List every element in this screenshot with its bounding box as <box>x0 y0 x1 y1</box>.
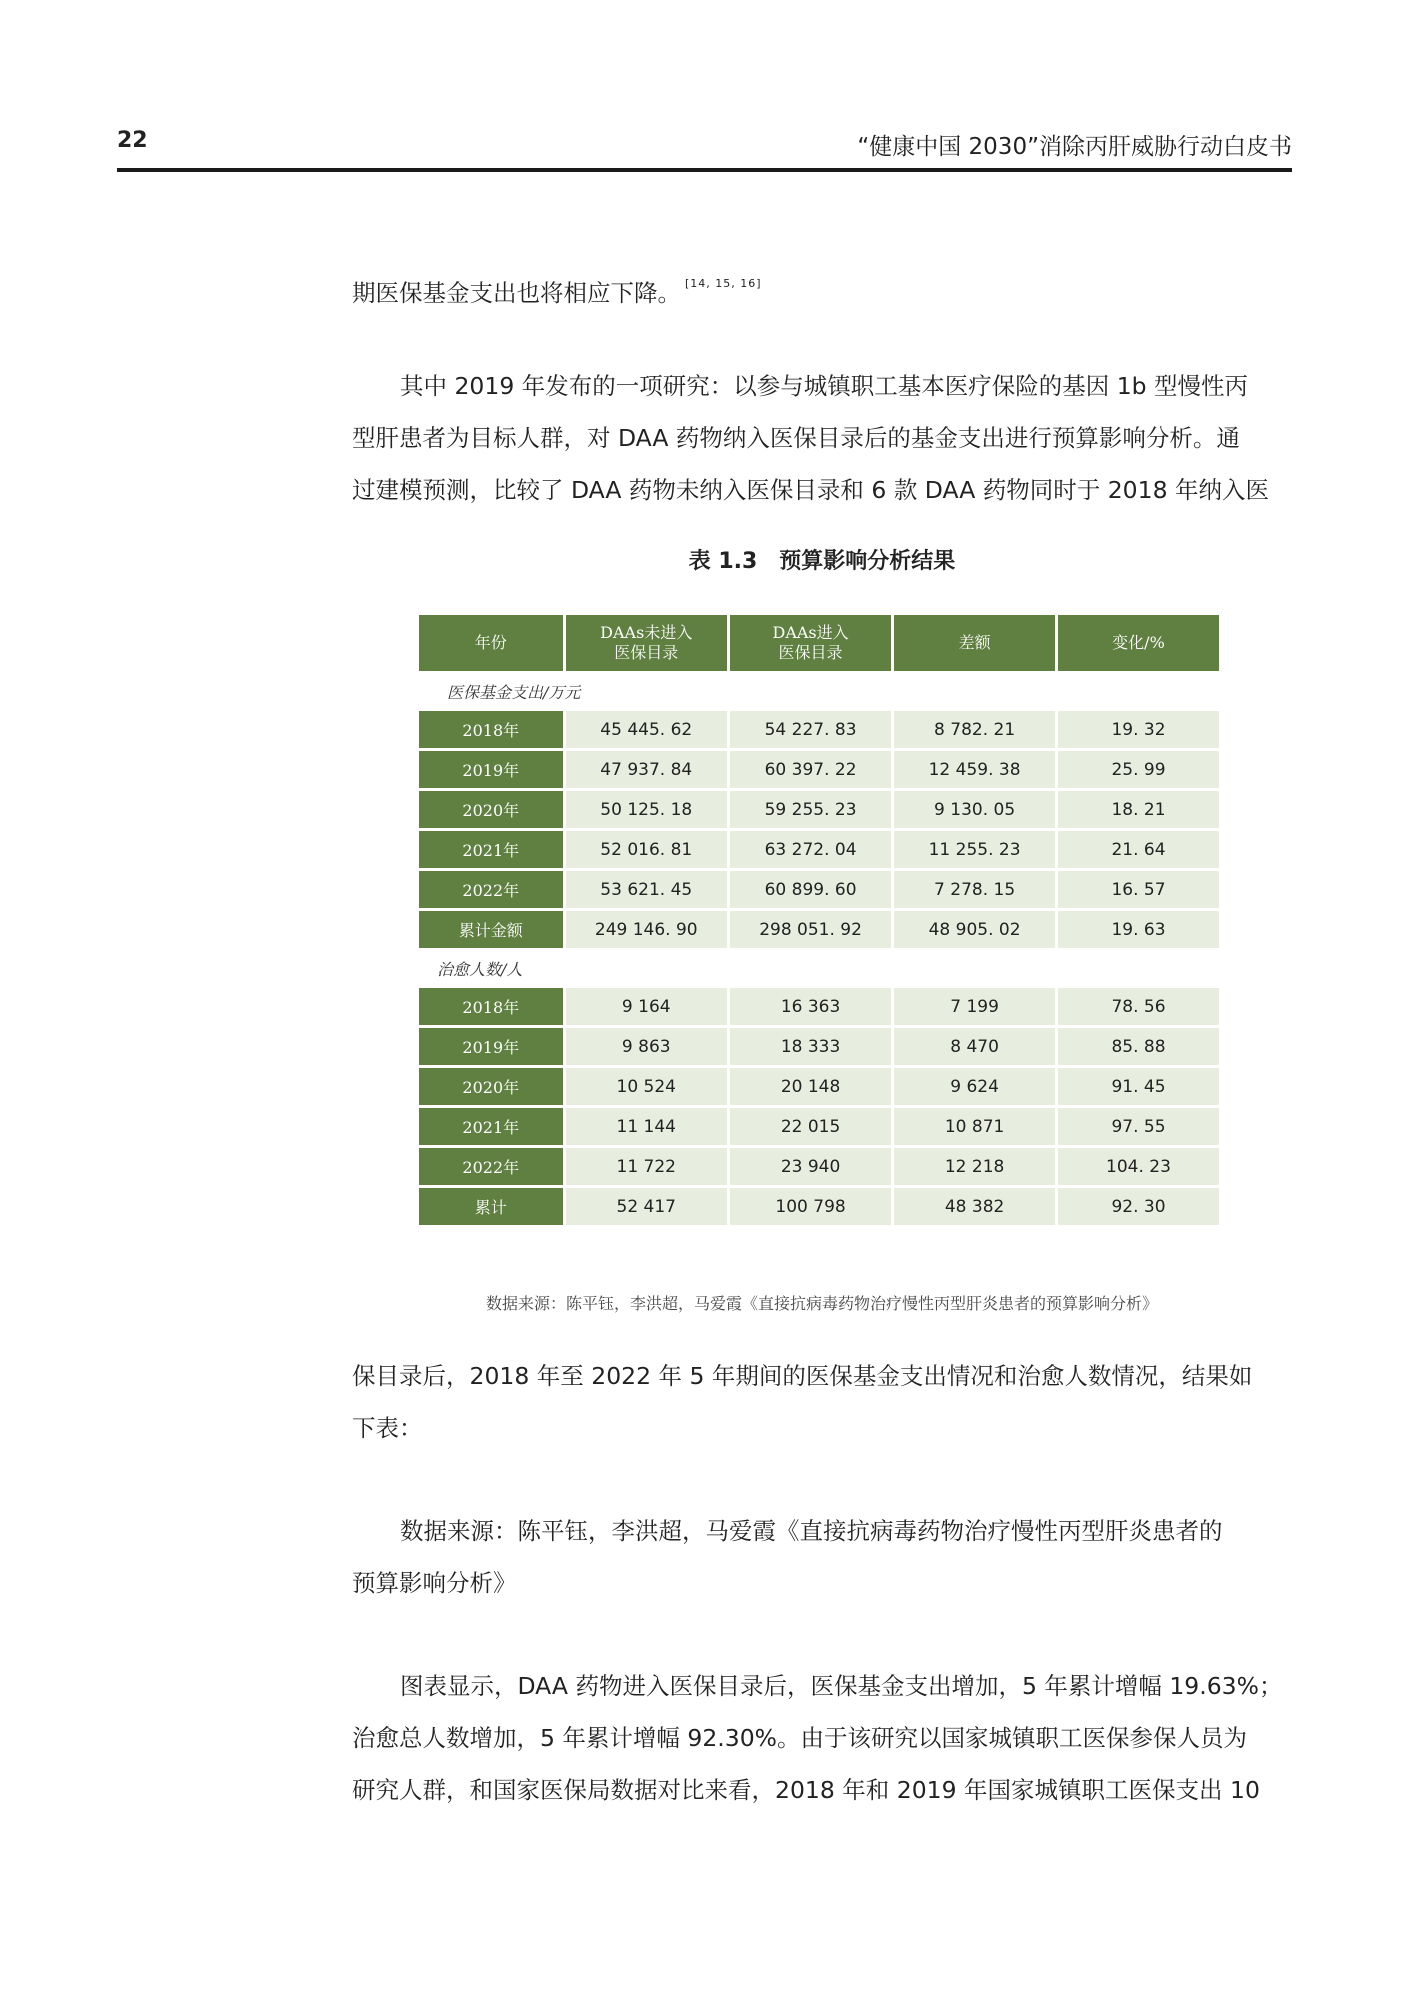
cell-in-catalog: 59 255. 23 <box>730 791 891 828</box>
row-label: 2022年 <box>419 871 563 908</box>
cell-not-in-catalog: 53 621. 45 <box>566 871 727 908</box>
table-row <box>419 1028 1219 1065</box>
cell-difference: 8 782. 21 <box>894 711 1055 748</box>
table-section-row <box>419 951 1219 985</box>
paragraph-line: 过建模预测，比较了 DAA 药物未纳入医保目录和 6 款 DAA 药物同时于 2018 年纳入医 <box>352 476 1269 504</box>
table-row <box>419 791 1219 828</box>
cell-not-in-catalog: 249 146. 90 <box>566 911 727 948</box>
paragraph-line: 研究人群，和国家医保局数据对比来看，2018 年和 2019 年国家城镇职工医保支出 10 <box>352 1776 1260 1804</box>
paragraph-line: 图表显示，DAA 药物进入医保目录后，医保基金支出增加，5 年累计增幅 19.63%； <box>400 1672 1283 1700</box>
page-number: 22 <box>117 128 148 153</box>
row-label: 2019年 <box>419 1028 563 1065</box>
table-section-label: 医保基金支出/万元 <box>419 674 1219 708</box>
cell-difference: 8 470 <box>894 1028 1055 1065</box>
paragraph-line: 期医保基金支出也将相应下降。 [14, 15, 16] <box>352 277 762 307</box>
cell-in-catalog: 16 363 <box>730 988 891 1025</box>
cell-difference: 9 130. 05 <box>894 791 1055 828</box>
cell-in-catalog: 298 051. 92 <box>730 911 891 948</box>
budget-impact-table <box>416 612 1222 1228</box>
cell-not-in-catalog: 9 863 <box>566 1028 727 1065</box>
row-label: 2022年 <box>419 1148 563 1185</box>
cell-change: 97. 55 <box>1058 1108 1219 1145</box>
table-caption: 表 1.3 预算影响分析结果 <box>688 549 956 574</box>
cell-in-catalog: 63 272. 04 <box>730 831 891 868</box>
table-row <box>419 1108 1219 1145</box>
table-row <box>419 1188 1219 1225</box>
header-in-catalog: DAAs进入 医保目录 <box>730 615 891 671</box>
cell-in-catalog: 54 227. 83 <box>730 711 891 748</box>
cell-change: 25. 99 <box>1058 751 1219 788</box>
cell-change: 85. 88 <box>1058 1028 1219 1065</box>
cell-difference: 11 255. 23 <box>894 831 1055 868</box>
table-row <box>419 911 1219 948</box>
paragraph-1 <box>352 258 1292 319</box>
cell-not-in-catalog: 11 144 <box>566 1108 727 1145</box>
row-label: 2021年 <box>419 1108 563 1145</box>
table-row <box>419 751 1219 788</box>
table-row <box>419 711 1219 748</box>
cell-difference: 12 459. 38 <box>894 751 1055 788</box>
table-source-note: 数据来源：陈平钰，李洪超，马爱霞《直接抗病毒药物治疗慢性丙型肝炎患者的预算影响分析》 <box>485 1294 1158 1313</box>
cell-difference: 7 278. 15 <box>894 871 1055 908</box>
cell-not-in-catalog: 52 016. 81 <box>566 831 727 868</box>
page-header <box>117 128 1292 172</box>
cell-difference: 48 905. 02 <box>894 911 1055 948</box>
table-row <box>419 871 1219 908</box>
table-header-row <box>419 615 1219 671</box>
cell-in-catalog: 20 148 <box>730 1068 891 1105</box>
table-row <box>419 1148 1219 1185</box>
table-section-label: 治愈人数/人 <box>419 951 1219 985</box>
row-label: 2018年 <box>419 711 563 748</box>
cell-in-catalog: 18 333 <box>730 1028 891 1065</box>
cell-change: 19. 63 <box>1058 911 1219 948</box>
paragraph-line: 下表： <box>352 1414 423 1442</box>
cell-in-catalog: 60 397. 22 <box>730 751 891 788</box>
paragraph-4 <box>352 1505 1292 1609</box>
cell-difference: 48 382 <box>894 1188 1055 1225</box>
paragraph-line: 其中 2019 年发布的一项研究：以参与城镇职工基本医疗保险的基因 1b 型慢性丙 <box>400 372 1249 400</box>
cell-difference: 9 624 <box>894 1068 1055 1105</box>
cell-in-catalog: 100 798 <box>730 1188 891 1225</box>
header-difference: 差额 <box>894 615 1055 671</box>
paragraph-line: 数据来源：陈平钰，李洪超，马爱霞《直接抗病毒药物治疗慢性丙型肝炎患者的 <box>400 1517 1223 1545</box>
cell-change: 104. 23 <box>1058 1148 1219 1185</box>
row-label: 2020年 <box>419 791 563 828</box>
citation-ref: [14, 15, 16] <box>685 277 762 290</box>
paragraph-line: 型肝患者为目标人群，对 DAA 药物纳入医保目录后的基金支出进行预算影响分析。通 <box>352 424 1240 452</box>
row-label: 2018年 <box>419 988 563 1025</box>
paragraph-5 <box>352 1660 1292 1816</box>
cell-difference: 12 218 <box>894 1148 1055 1185</box>
table-row <box>419 831 1219 868</box>
cell-change: 78. 56 <box>1058 988 1219 1025</box>
cell-difference: 10 871 <box>894 1108 1055 1145</box>
cell-not-in-catalog: 11 722 <box>566 1148 727 1185</box>
row-label: 2019年 <box>419 751 563 788</box>
paragraph-line: 治愈总人数增加，5 年累计增幅 92.30%。由于该研究以国家城镇职工医保参保人员为 <box>352 1724 1247 1752</box>
table-body <box>419 674 1219 1225</box>
cell-not-in-catalog: 45 445. 62 <box>566 711 727 748</box>
cell-not-in-catalog: 47 937. 84 <box>566 751 727 788</box>
row-label: 累计金额 <box>419 911 563 948</box>
running-title: “健康中国 2030”消除丙肝威胁行动白皮书 <box>857 134 1292 160</box>
paragraph-2 <box>352 360 1292 516</box>
cell-in-catalog: 22 015 <box>730 1108 891 1145</box>
cell-not-in-catalog: 52 417 <box>566 1188 727 1225</box>
cell-difference: 7 199 <box>894 988 1055 1025</box>
table-row <box>419 1068 1219 1105</box>
header-not-in-catalog: DAAs未进入 医保目录 <box>566 615 727 671</box>
cell-change: 16. 57 <box>1058 871 1219 908</box>
header-change: 变化/% <box>1058 615 1219 671</box>
cell-change: 19. 32 <box>1058 711 1219 748</box>
table-row <box>419 988 1219 1025</box>
cell-change: 92. 30 <box>1058 1188 1219 1225</box>
cell-change: 21. 64 <box>1058 831 1219 868</box>
row-label: 2020年 <box>419 1068 563 1105</box>
cell-in-catalog: 23 940 <box>730 1148 891 1185</box>
cell-not-in-catalog: 10 524 <box>566 1068 727 1105</box>
row-label: 累计 <box>419 1188 563 1225</box>
row-label: 2021年 <box>419 831 563 868</box>
cell-in-catalog: 60 899. 60 <box>730 871 891 908</box>
header-year: 年份 <box>419 615 563 671</box>
paragraph-line: 预算影响分析》 <box>352 1569 517 1597</box>
cell-not-in-catalog: 9 164 <box>566 988 727 1025</box>
paragraph-3 <box>352 1350 1292 1454</box>
paragraph-line: 保目录后，2018 年至 2022 年 5 年期间的医保基金支出情况和治愈人数情况，结果如 <box>352 1362 1253 1390</box>
cell-not-in-catalog: 50 125. 18 <box>566 791 727 828</box>
cell-change: 91. 45 <box>1058 1068 1219 1105</box>
cell-change: 18. 21 <box>1058 791 1219 828</box>
table-section-row <box>419 674 1219 708</box>
